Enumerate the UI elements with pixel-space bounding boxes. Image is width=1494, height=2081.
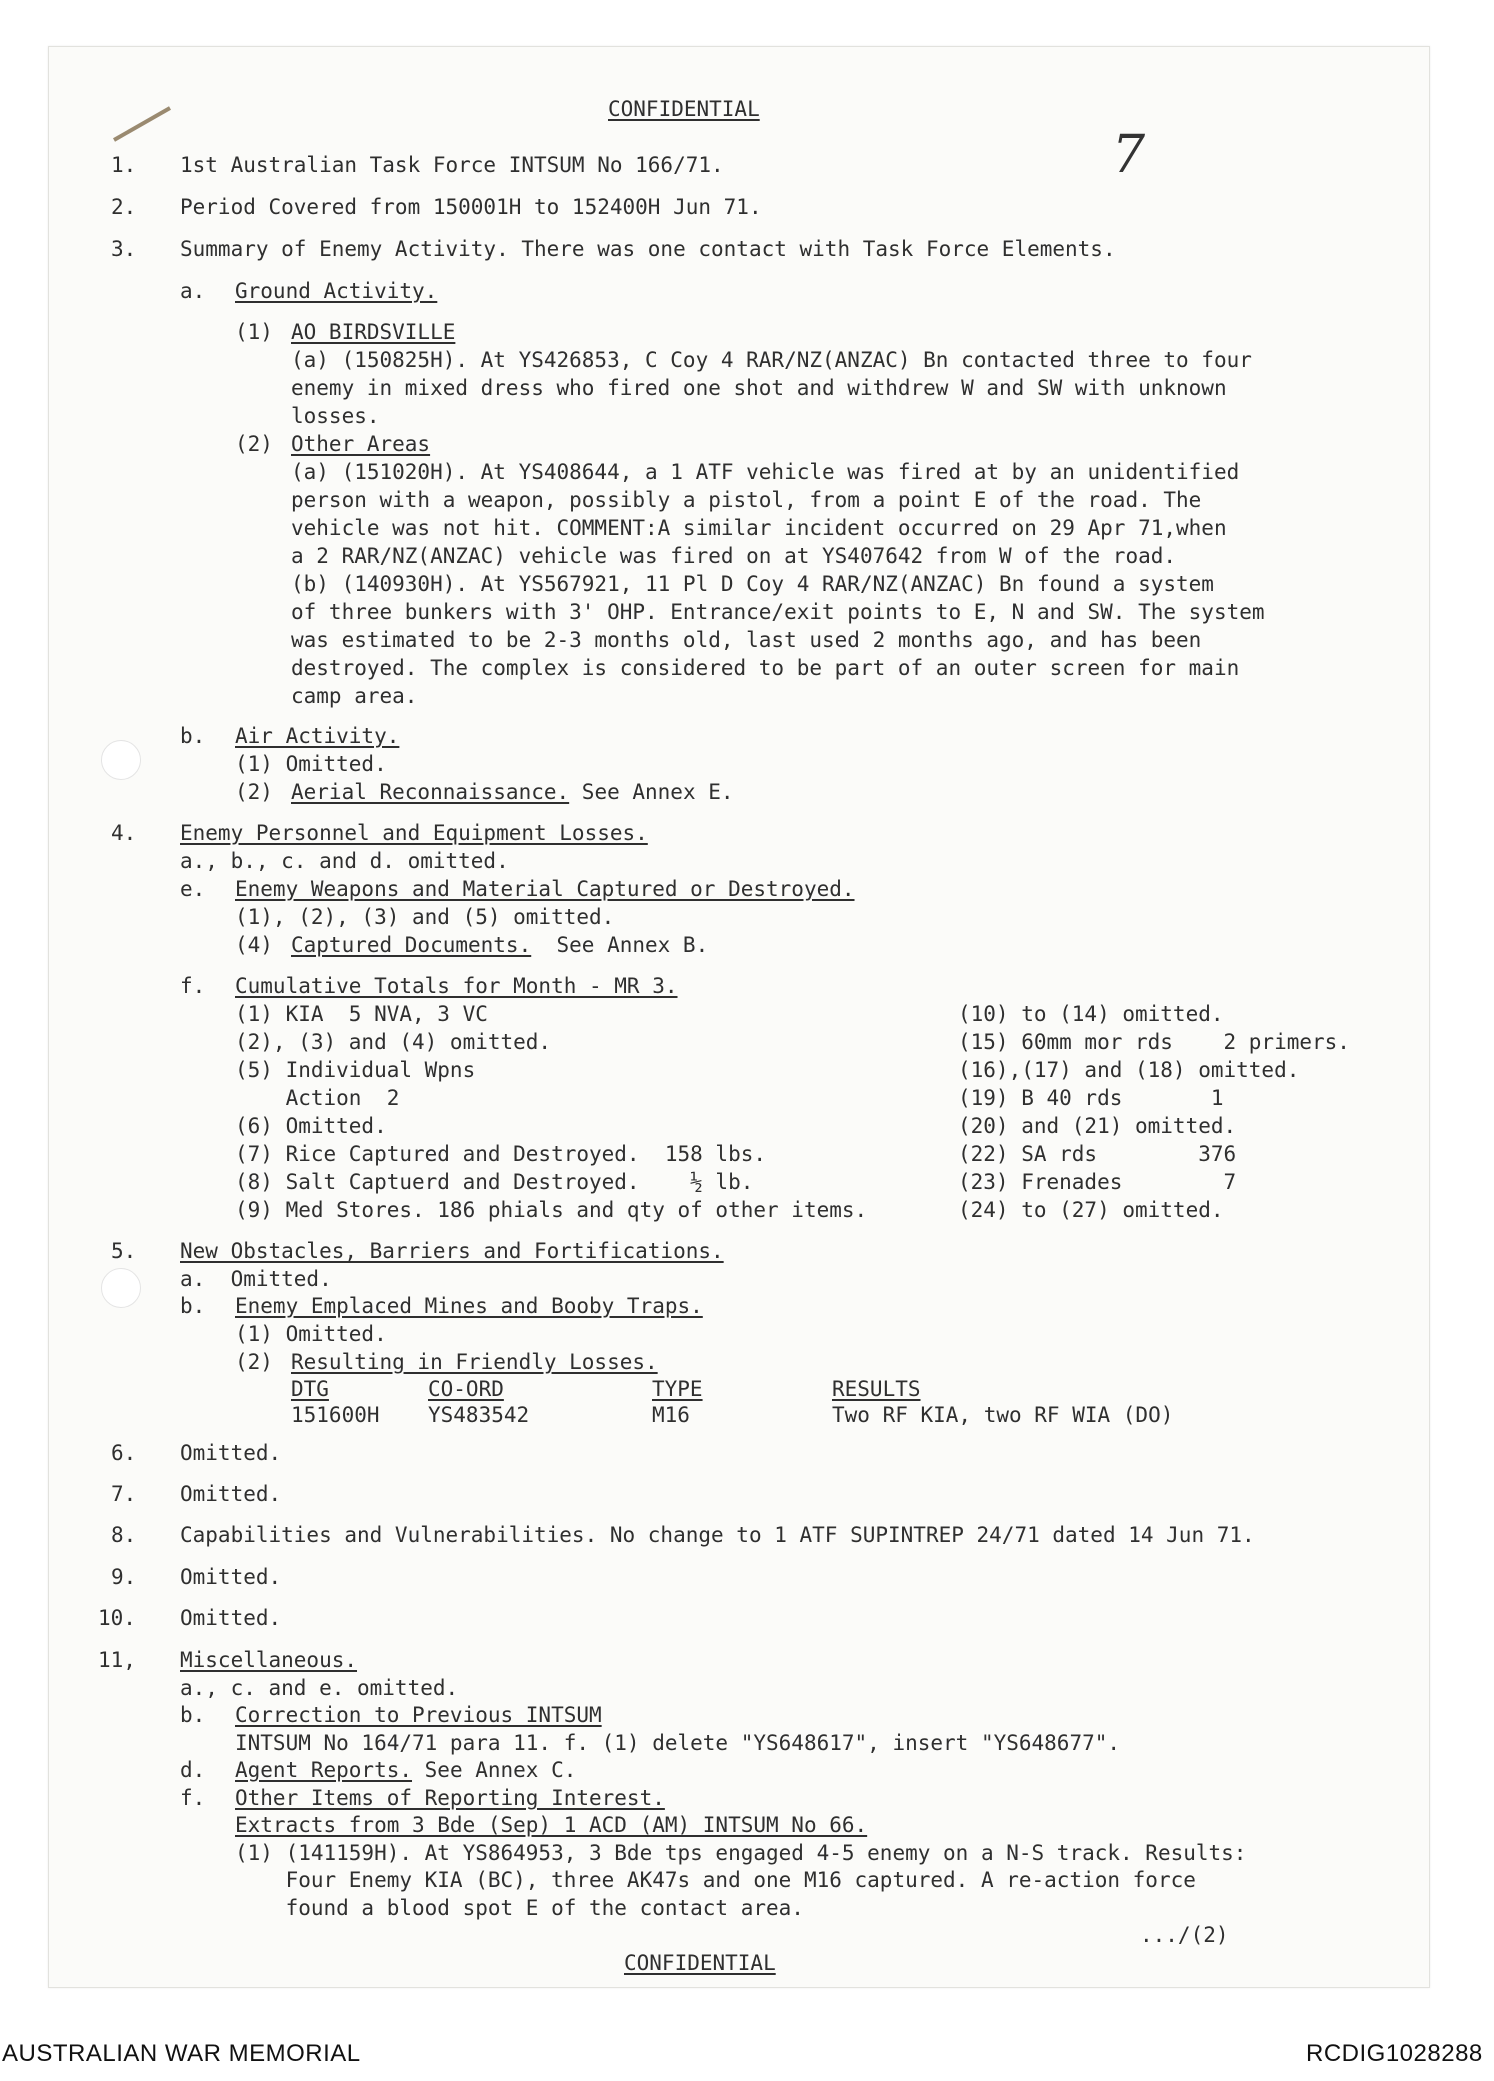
section-heading: Extracts from 3 Bde (Sep) 1 ACD (AM) INTSUM No 66. (235, 1813, 868, 1837)
body-line: losses. (291, 404, 380, 428)
body-line: a., c. and e. omitted. (180, 1676, 459, 1700)
body-line: person with a weapon, possibly a pistol, from a point E of the road. The (291, 488, 1202, 512)
table-header-dtg: DTG (291, 1377, 329, 1401)
totals-left: (2), (3) and (4) omitted. (235, 1030, 552, 1054)
totals-left: (5) Individual Wpns (235, 1058, 476, 1082)
body-line: found a blood spot E of the contact area. (235, 1896, 804, 1920)
sub-label: b. (180, 1703, 206, 1727)
para-number: 1. (111, 153, 137, 177)
sub-label: (2) (235, 1350, 273, 1374)
body-line: enemy in mixed dress who fired one shot and withdrew W and SW with unknown (291, 376, 1227, 400)
classification-header: CONFIDENTIAL (608, 97, 760, 121)
para-text: Summary of Enemy Activity. There was one contact with Task Force Elements. (180, 237, 1116, 261)
totals-left: (6) Omitted. (235, 1114, 387, 1138)
totals-right: (23) Frenades 7 (958, 1170, 1237, 1194)
body-line: of three bunkers with 3' OHP. Entrance/exit points to E, N and SW. The system (291, 600, 1265, 624)
para-number: 7. (111, 1482, 137, 1506)
body-line (291, 932, 708, 959)
sub-label: b. (180, 1294, 206, 1318)
body-line: destroyed. The complex is considered to be part of an outer screen for main (291, 656, 1240, 680)
para-text: 1st Australian Task Force INTSUM No 166/71. (180, 153, 724, 177)
annex-ref: See Annex C. (412, 1758, 577, 1782)
body-line: camp area. (291, 684, 418, 708)
punch-hole (101, 1268, 141, 1308)
totals-right: (10) to (14) omitted. (958, 1002, 1224, 1026)
para-number: 11, (98, 1648, 136, 1672)
para-number: 2. (111, 195, 137, 219)
body-line: (1) Omitted. (235, 1322, 387, 1346)
table-cell: 151600H (291, 1403, 380, 1427)
section-heading: Enemy Personnel and Equipment Losses. (180, 821, 648, 845)
archive-id: RCDIG1028288 (1306, 2040, 1483, 2067)
annex-ref: See Annex E. (569, 780, 734, 804)
sub-label: f. (180, 974, 206, 998)
sub-label: a. (180, 279, 206, 303)
body-line: was estimated to be 2-3 months old, last used 2 months ago, and has been (291, 628, 1202, 652)
sub-label: d. (180, 1758, 206, 1782)
totals-left: Action 2 (235, 1086, 400, 1110)
body-line: (a) (151020H). At YS408644, a 1 ATF vehicle was fired at by an unidentified (291, 460, 1240, 484)
totals-left: (1) KIA 5 NVA, 3 VC (235, 1002, 488, 1026)
section-heading: Enemy Weapons and Material Captured or Destroyed. (235, 877, 855, 901)
totals-left: (7) Rice Captured and Destroyed. 158 lbs. (235, 1142, 767, 1166)
body-line (291, 779, 734, 806)
totals-left: (9) Med Stores. 186 phials and qty of other items. (235, 1198, 868, 1222)
totals-right: (16),(17) and (18) omitted. (958, 1058, 1300, 1082)
body-line: (b) (140930H). At YS567921, 11 Pl D Coy 4 RAR/NZ(ANZAC) Bn found a system (291, 572, 1214, 596)
table-header-results: RESULTS (832, 1377, 921, 1401)
classification-footer: CONFIDENTIAL (624, 1951, 776, 1975)
sub-label: (2) (235, 432, 273, 456)
section-heading: Other Areas (291, 432, 431, 456)
section-heading: Captured Documents. (291, 933, 532, 957)
annex-ref: See Annex B. (531, 933, 709, 957)
para-number: 9. (111, 1565, 137, 1589)
totals-right: (24) to (27) omitted. (958, 1198, 1224, 1222)
para-text: Omitted. (180, 1606, 282, 1630)
body-line: (1) Omitted. (235, 752, 387, 776)
sub-label: (4) (235, 933, 273, 957)
body-line: a 2 RAR/NZ(ANZAC) vehicle was fired on at YS407642 from W of the road. (291, 544, 1177, 568)
table-cell: Two RF KIA, two RF WIA (DO) (832, 1403, 1174, 1427)
totals-right: (15) 60mm mor rds 2 primers. (958, 1030, 1350, 1054)
body-line (235, 1757, 576, 1784)
section-heading: Ground Activity. (235, 279, 438, 303)
sub-label: f. (180, 1786, 206, 1810)
para-text: Omitted. (180, 1565, 282, 1589)
section-heading: Cumulative Totals for Month - MR 3. (235, 974, 678, 998)
page-number: 7 (1112, 125, 1146, 185)
punch-hole (101, 740, 141, 780)
section-heading: AO BIRDSVILLE (291, 320, 456, 344)
totals-right: (19) B 40 rds 1 (958, 1086, 1224, 1110)
table-header-type: TYPE (652, 1377, 703, 1401)
section-heading: Other Items of Reporting Interest. (235, 1786, 665, 1810)
section-heading: Correction to Previous INTSUM (235, 1703, 602, 1727)
sub-label: e. (180, 877, 206, 901)
totals-left: (8) Salt Captuerd and Destroyed. ½ lb. (235, 1170, 754, 1194)
body-line: INTSUM No 164/71 para 11. f. (1) delete "YS648617", insert "YS648677". (235, 1731, 1121, 1755)
sub-label: b. (180, 724, 206, 748)
section-heading: Aerial Reconnaissance. (291, 780, 570, 804)
body-line: (1) (141159H). At YS864953, 3 Bde tps engaged 4-5 enemy on a N-S track. Results: (235, 1841, 1247, 1865)
para-text: Capabilities and Vulnerabilities. No change to 1 ATF SUPINTREP 24/71 dated 14 Jun 71. (180, 1523, 1255, 1547)
table-cell: M16 (652, 1403, 690, 1427)
body-line: (1), (2), (3) and (5) omitted. (235, 905, 615, 929)
para-text: Omitted. (180, 1441, 282, 1465)
para-number: 10. (98, 1606, 136, 1630)
section-heading: Enemy Emplaced Mines and Booby Traps. (235, 1294, 703, 1318)
section-heading: Resulting in Friendly Losses. (291, 1350, 658, 1374)
para-text: Period Covered from 150001H to 152400H Jun 71. (180, 195, 762, 219)
table-cell: YS483542 (428, 1403, 530, 1427)
para-number: 4. (111, 821, 137, 845)
sub-label: (1) (235, 320, 273, 344)
section-heading: Air Activity. (235, 724, 400, 748)
body-line: Four Enemy KIA (BC), three AK47s and one M16 captured. A re-action force (235, 1868, 1196, 1892)
table-header-coord: CO-ORD (428, 1377, 504, 1401)
section-heading: Agent Reports. (235, 1758, 413, 1782)
body-line: a., b., c. and d. omitted. (180, 849, 509, 873)
totals-right: (20) and (21) omitted. (958, 1114, 1237, 1138)
section-heading: New Obstacles, Barriers and Fortifications. (180, 1239, 724, 1263)
body-line: a. Omitted. (180, 1267, 332, 1291)
sub-label: (2) (235, 780, 273, 804)
para-number: 5. (111, 1239, 137, 1263)
para-number: 3. (111, 237, 137, 261)
section-heading: Miscellaneous. (180, 1648, 358, 1672)
staple-mark (110, 100, 180, 150)
archive-label: AUSTRALIAN WAR MEMORIAL (2, 2040, 361, 2067)
body-line: vehicle was not hit. COMMENT:A similar incident occurred on 29 Apr 71,when (291, 516, 1227, 540)
para-text: Omitted. (180, 1482, 282, 1506)
totals-right: (22) SA rds 376 (958, 1142, 1237, 1166)
para-number: 6. (111, 1441, 137, 1465)
continuation-marker: .../(2) (1140, 1923, 1229, 1947)
para-number: 8. (111, 1523, 137, 1547)
body-line: (a) (150825H). At YS426853, C Coy 4 RAR/NZ(ANZAC) Bn contacted three to four (291, 348, 1252, 372)
